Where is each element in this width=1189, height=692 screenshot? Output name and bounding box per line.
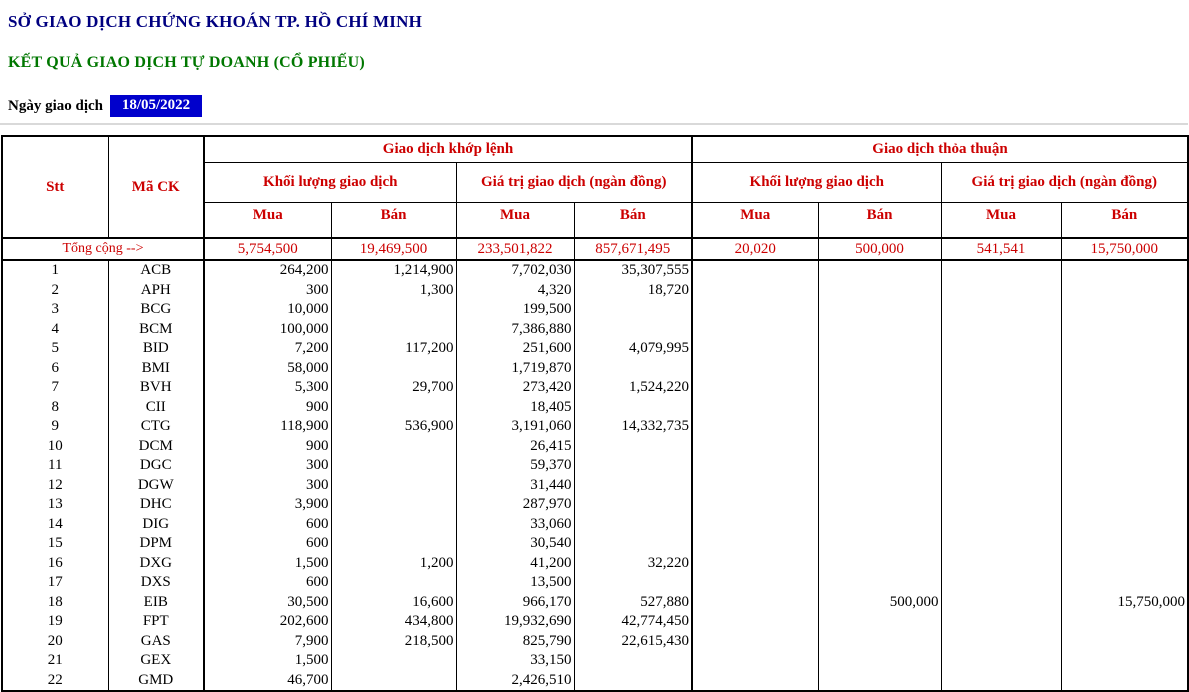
value-cell: 218,500 — [331, 632, 456, 652]
value-cell: 199,500 — [456, 300, 574, 320]
col-header-sell: Bán — [574, 202, 692, 238]
value-cell — [692, 515, 818, 535]
table-row — [2, 573, 1188, 593]
total-value: 541,541 — [941, 238, 1061, 260]
stt-cell: 9 — [2, 417, 108, 437]
stt-cell: 7 — [2, 378, 108, 398]
value-cell — [941, 554, 1061, 574]
value-cell: 536,900 — [331, 417, 456, 437]
totals-label: Tổng cộng --> — [2, 238, 204, 260]
value-cell: 1,719,870 — [456, 359, 574, 379]
value-cell — [818, 612, 941, 632]
value-cell: 29,700 — [331, 378, 456, 398]
value-cell: 33,060 — [456, 515, 574, 535]
stock-code-cell: GEX — [108, 651, 204, 671]
value-cell — [818, 476, 941, 496]
value-cell: 300 — [204, 281, 331, 301]
value-cell — [574, 476, 692, 496]
stock-code-cell: FPT — [108, 612, 204, 632]
value-cell — [692, 437, 818, 457]
value-cell: 19,932,690 — [456, 612, 574, 632]
value-cell — [331, 437, 456, 457]
total-value: 15,750,000 — [1061, 238, 1188, 260]
value-cell — [331, 515, 456, 535]
value-cell: 1,200 — [331, 554, 456, 574]
table-row — [2, 495, 1188, 515]
value-cell: 18,405 — [456, 398, 574, 418]
subheader-matched-volume: Khối lượng giao dịch — [204, 162, 456, 202]
value-cell: 42,774,450 — [574, 612, 692, 632]
table-header — [2, 136, 1188, 238]
value-cell — [941, 632, 1061, 652]
value-cell: 287,970 — [456, 495, 574, 515]
col-header-buy: Mua — [692, 202, 818, 238]
value-cell — [692, 417, 818, 437]
stt-cell: 20 — [2, 632, 108, 652]
table-row — [2, 437, 1188, 457]
value-cell — [692, 534, 818, 554]
stt-cell: 12 — [2, 476, 108, 496]
value-cell — [574, 300, 692, 320]
value-cell — [331, 651, 456, 671]
value-cell — [818, 495, 941, 515]
stock-code-cell: BCM — [108, 320, 204, 340]
col-header-buy: Mua — [456, 202, 574, 238]
value-cell — [574, 398, 692, 418]
value-cell: 273,420 — [456, 378, 574, 398]
value-cell: 30,540 — [456, 534, 574, 554]
subheader-negotiated-volume: Khối lượng giao dịch — [692, 162, 941, 202]
value-cell: 7,900 — [204, 632, 331, 652]
value-cell: 966,170 — [456, 593, 574, 613]
value-cell — [692, 378, 818, 398]
value-cell: 15,750,000 — [1061, 593, 1188, 613]
value-cell — [818, 260, 941, 281]
stock-code-cell: BID — [108, 339, 204, 359]
value-cell — [941, 417, 1061, 437]
total-value: 5,754,500 — [204, 238, 331, 260]
value-cell — [574, 651, 692, 671]
value-cell: 4,320 — [456, 281, 574, 301]
value-cell — [574, 671, 692, 692]
value-cell — [941, 260, 1061, 281]
value-cell — [941, 534, 1061, 554]
stock-code-cell: DXG — [108, 554, 204, 574]
value-cell — [692, 495, 818, 515]
total-value: 857,671,495 — [574, 238, 692, 260]
value-cell — [941, 573, 1061, 593]
stt-cell: 14 — [2, 515, 108, 535]
value-cell: 434,800 — [331, 612, 456, 632]
value-cell — [331, 573, 456, 593]
value-cell — [574, 495, 692, 515]
table-row — [2, 534, 1188, 554]
value-cell — [941, 300, 1061, 320]
table-row — [2, 632, 1188, 652]
stock-code-cell: DHC — [108, 495, 204, 515]
stt-cell: 22 — [2, 671, 108, 692]
value-cell: 46,700 — [204, 671, 331, 692]
value-cell — [818, 300, 941, 320]
value-cell — [574, 534, 692, 554]
value-cell — [1061, 260, 1188, 281]
value-cell — [818, 534, 941, 554]
value-cell: 1,300 — [331, 281, 456, 301]
value-cell: 527,880 — [574, 593, 692, 613]
value-cell — [818, 320, 941, 340]
value-cell — [692, 300, 818, 320]
value-cell — [692, 573, 818, 593]
value-cell — [1061, 359, 1188, 379]
value-cell: 33,150 — [456, 651, 574, 671]
value-cell — [818, 437, 941, 457]
stock-code-cell: GAS — [108, 632, 204, 652]
stt-cell: 4 — [2, 320, 108, 340]
value-cell — [692, 260, 818, 281]
value-cell: 3,900 — [204, 495, 331, 515]
value-cell — [1061, 437, 1188, 457]
value-cell — [331, 300, 456, 320]
value-cell — [574, 573, 692, 593]
stock-code-cell: DGW — [108, 476, 204, 496]
value-cell — [941, 378, 1061, 398]
exchange-title: SỞ GIAO DỊCH CHỨNG KHOÁN TP. HỒ CHÍ MINH — [8, 12, 422, 31]
stock-code-cell: GMD — [108, 671, 204, 692]
value-cell: 7,386,880 — [456, 320, 574, 340]
value-cell — [941, 398, 1061, 418]
value-cell: 22,615,430 — [574, 632, 692, 652]
value-cell: 4,079,995 — [574, 339, 692, 359]
value-cell: 1,524,220 — [574, 378, 692, 398]
value-cell: 300 — [204, 456, 331, 476]
value-cell — [818, 378, 941, 398]
document-header — [0, 12, 1188, 117]
col-header-buy: Mua — [941, 202, 1061, 238]
table-row — [2, 300, 1188, 320]
value-cell — [818, 456, 941, 476]
stt-cell: 16 — [2, 554, 108, 574]
value-cell — [941, 495, 1061, 515]
table-row — [2, 398, 1188, 418]
value-cell — [574, 515, 692, 535]
value-cell — [1061, 398, 1188, 418]
stock-code-cell: DPM — [108, 534, 204, 554]
value-cell — [1061, 417, 1188, 437]
value-cell — [818, 671, 941, 692]
value-cell — [1061, 378, 1188, 398]
value-cell — [941, 437, 1061, 457]
value-cell — [331, 456, 456, 476]
value-cell — [941, 671, 1061, 692]
value-cell: 59,370 — [456, 456, 574, 476]
value-cell — [941, 476, 1061, 496]
value-cell: 5,300 — [204, 378, 331, 398]
stock-code-cell: BCG — [108, 300, 204, 320]
value-cell — [692, 651, 818, 671]
value-cell — [1061, 671, 1188, 692]
stt-cell: 3 — [2, 300, 108, 320]
value-cell — [1061, 495, 1188, 515]
table-row — [2, 515, 1188, 535]
value-cell — [331, 359, 456, 379]
stt-cell: 17 — [2, 573, 108, 593]
col-header-sell: Bán — [1061, 202, 1188, 238]
value-cell — [1061, 320, 1188, 340]
stt-cell: 19 — [2, 612, 108, 632]
stock-code-cell: APH — [108, 281, 204, 301]
col-header-buy: Mua — [204, 202, 331, 238]
stt-cell: 2 — [2, 281, 108, 301]
trading-date-row — [8, 95, 1188, 117]
value-cell — [1061, 632, 1188, 652]
col-header-stock-code: Mã CK — [108, 136, 204, 238]
value-cell — [818, 632, 941, 652]
stt-cell: 11 — [2, 456, 108, 476]
value-cell — [331, 671, 456, 692]
value-cell: 118,900 — [204, 417, 331, 437]
table-row — [2, 260, 1188, 281]
value-cell: 26,415 — [456, 437, 574, 457]
total-value: 500,000 — [818, 238, 941, 260]
value-cell: 1,500 — [204, 554, 331, 574]
col-header-sell: Bán — [331, 202, 456, 238]
stock-code-cell: BVH — [108, 378, 204, 398]
value-cell — [692, 671, 818, 692]
stt-cell: 18 — [2, 593, 108, 613]
separator-line — [0, 123, 1188, 125]
stock-code-cell: BMI — [108, 359, 204, 379]
value-cell — [692, 359, 818, 379]
value-cell — [818, 281, 941, 301]
value-cell — [692, 320, 818, 340]
table-row — [2, 554, 1188, 574]
stock-code-cell: DIG — [108, 515, 204, 535]
value-cell — [331, 495, 456, 515]
value-cell — [1061, 573, 1188, 593]
value-cell: 14,332,735 — [574, 417, 692, 437]
value-cell — [941, 612, 1061, 632]
value-cell: 100,000 — [204, 320, 331, 340]
value-cell — [574, 320, 692, 340]
trading-results-table — [1, 135, 1189, 692]
stt-cell: 21 — [2, 651, 108, 671]
value-cell: 10,000 — [204, 300, 331, 320]
value-cell — [692, 476, 818, 496]
value-cell — [692, 632, 818, 652]
stt-cell: 13 — [2, 495, 108, 515]
value-cell: 900 — [204, 437, 331, 457]
value-cell — [818, 651, 941, 671]
trading-date-value: 18/05/2022 — [110, 95, 202, 117]
value-cell: 3,191,060 — [456, 417, 574, 437]
value-cell — [1061, 612, 1188, 632]
value-cell: 18,720 — [574, 281, 692, 301]
stt-cell: 10 — [2, 437, 108, 457]
stock-code-cell: DGC — [108, 456, 204, 476]
stock-code-cell: CTG — [108, 417, 204, 437]
value-cell — [331, 534, 456, 554]
value-cell — [818, 339, 941, 359]
stt-cell: 5 — [2, 339, 108, 359]
value-cell — [941, 456, 1061, 476]
table-row — [2, 456, 1188, 476]
col-header-stt: Stt — [2, 136, 108, 238]
value-cell — [818, 573, 941, 593]
value-cell: 35,307,555 — [574, 260, 692, 281]
value-cell — [331, 398, 456, 418]
value-cell: 900 — [204, 398, 331, 418]
group-header-matched-orders: Giao dịch khớp lệnh — [204, 136, 692, 162]
subheader-matched-value: Giá trị giao dịch (ngàn đồng) — [456, 162, 692, 202]
value-cell — [1061, 534, 1188, 554]
total-value: 233,501,822 — [456, 238, 574, 260]
value-cell — [574, 437, 692, 457]
value-cell — [331, 476, 456, 496]
value-cell: 117,200 — [331, 339, 456, 359]
table-row — [2, 476, 1188, 496]
value-cell: 2,426,510 — [456, 671, 574, 692]
stt-cell: 1 — [2, 260, 108, 281]
value-cell: 41,200 — [456, 554, 574, 574]
value-cell: 251,600 — [456, 339, 574, 359]
value-cell — [1061, 300, 1188, 320]
total-value: 20,020 — [692, 238, 818, 260]
value-cell — [692, 554, 818, 574]
stt-cell: 6 — [2, 359, 108, 379]
value-cell — [1061, 456, 1188, 476]
table-row — [2, 378, 1188, 398]
value-cell — [941, 593, 1061, 613]
stock-code-cell: ACB — [108, 260, 204, 281]
value-cell — [331, 320, 456, 340]
value-cell — [818, 359, 941, 379]
value-cell — [574, 359, 692, 379]
value-cell — [818, 417, 941, 437]
value-cell — [692, 593, 818, 613]
table-row — [2, 671, 1188, 692]
value-cell — [941, 651, 1061, 671]
report-title: KẾT QUẢ GIAO DỊCH TỰ DOANH (CỔ PHIẾU) — [8, 54, 365, 71]
table-row — [2, 281, 1188, 301]
col-header-sell: Bán — [818, 202, 941, 238]
value-cell: 13,500 — [456, 573, 574, 593]
stock-code-cell: DCM — [108, 437, 204, 457]
table-row — [2, 612, 1188, 632]
value-cell: 7,200 — [204, 339, 331, 359]
stock-code-cell: CII — [108, 398, 204, 418]
table-row — [2, 320, 1188, 340]
value-cell: 600 — [204, 515, 331, 535]
value-cell — [692, 456, 818, 476]
value-cell — [941, 359, 1061, 379]
stock-code-cell: DXS — [108, 573, 204, 593]
table-row — [2, 593, 1188, 613]
table-body — [2, 238, 1188, 691]
totals-row — [2, 238, 1188, 260]
stt-cell: 15 — [2, 534, 108, 554]
value-cell — [692, 398, 818, 418]
group-header-negotiated-deals: Giao dịch thỏa thuận — [692, 136, 1188, 162]
value-cell — [1061, 554, 1188, 574]
value-cell — [941, 320, 1061, 340]
value-cell — [692, 281, 818, 301]
value-cell: 1,214,900 — [331, 260, 456, 281]
value-cell: 16,600 — [331, 593, 456, 613]
value-cell — [1061, 339, 1188, 359]
value-cell: 202,600 — [204, 612, 331, 632]
value-cell: 300 — [204, 476, 331, 496]
value-cell: 30,500 — [204, 593, 331, 613]
value-cell — [818, 554, 941, 574]
value-cell: 500,000 — [818, 593, 941, 613]
stt-cell: 8 — [2, 398, 108, 418]
subheader-negotiated-value: Giá trị giao dịch (ngàn đồng) — [941, 162, 1188, 202]
trading-date-label: Ngày giao dịch — [8, 97, 104, 114]
table-row — [2, 359, 1188, 379]
value-cell — [941, 515, 1061, 535]
stock-code-cell: EIB — [108, 593, 204, 613]
table-row — [2, 339, 1188, 359]
value-cell: 31,440 — [456, 476, 574, 496]
value-cell — [818, 398, 941, 418]
value-cell — [818, 515, 941, 535]
value-cell: 7,702,030 — [456, 260, 574, 281]
value-cell — [1061, 651, 1188, 671]
value-cell — [692, 612, 818, 632]
table-row — [2, 417, 1188, 437]
value-cell — [692, 339, 818, 359]
value-cell — [941, 339, 1061, 359]
value-cell: 825,790 — [456, 632, 574, 652]
value-cell: 264,200 — [204, 260, 331, 281]
value-cell: 600 — [204, 534, 331, 554]
value-cell: 58,000 — [204, 359, 331, 379]
table-row — [2, 651, 1188, 671]
value-cell: 1,500 — [204, 651, 331, 671]
value-cell: 32,220 — [574, 554, 692, 574]
value-cell — [1061, 281, 1188, 301]
value-cell — [941, 281, 1061, 301]
value-cell — [574, 456, 692, 476]
total-value: 19,469,500 — [331, 238, 456, 260]
value-cell — [1061, 476, 1188, 496]
value-cell — [1061, 515, 1188, 535]
value-cell: 600 — [204, 573, 331, 593]
